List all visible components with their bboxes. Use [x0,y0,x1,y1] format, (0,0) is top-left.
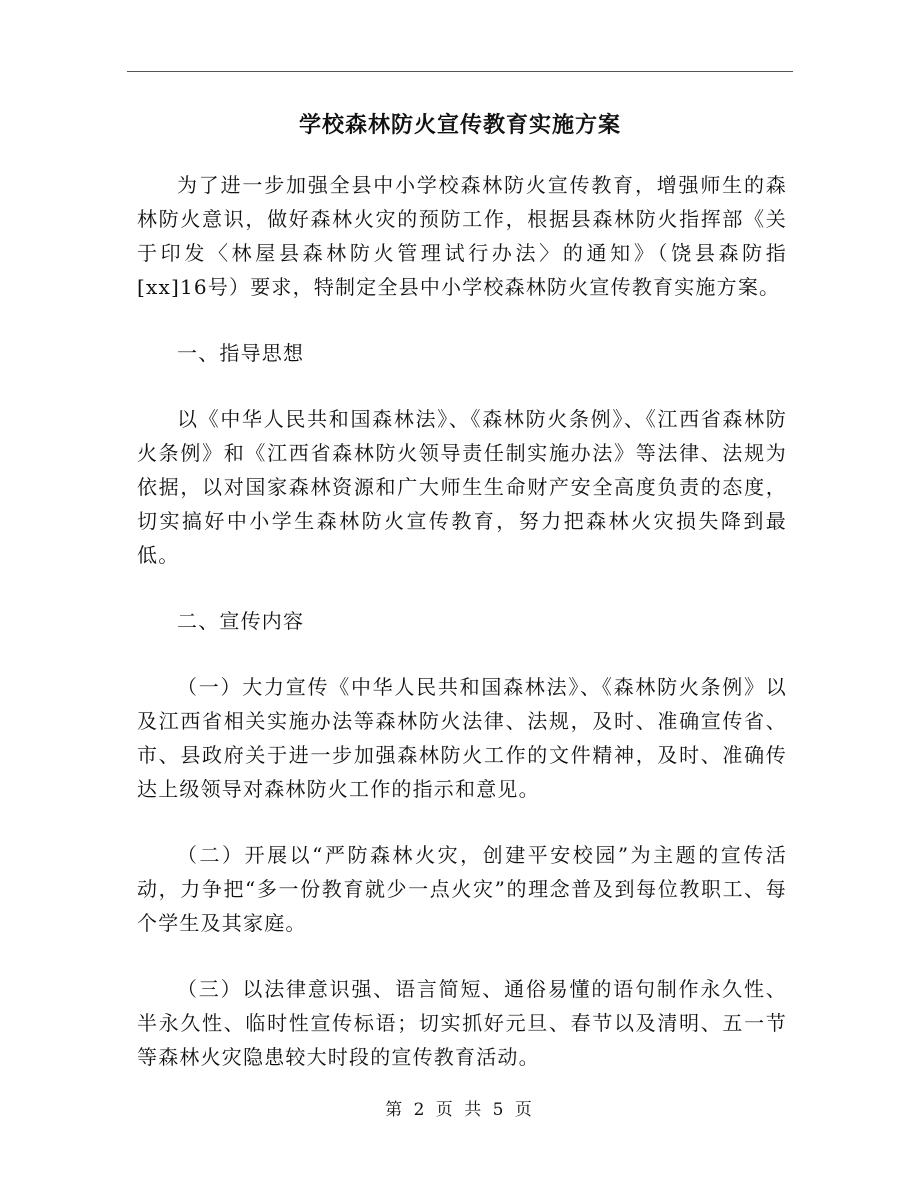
paragraph-gap [137,638,787,670]
paragraph-gap [137,940,787,972]
paragraph-item-2: （二）开展以“严防森林火灾，创建平安校园”为主题的宣传活动，力争把“多一份教育就少一点火灾”的理念普及到每位教职工、每个学生及其家庭。 [137,843,787,935]
page-number: 第 2 页 共 5 页 [385,1100,535,1120]
section-heading-publicity-content: 二、宣传内容 [177,609,305,633]
section-heading-guiding-thought: 一、指导思想 [177,341,305,365]
header-rule [127,71,793,72]
paragraph-intro: 为了进一步加强全县中小学校森林防火宣传教育，增强师生的森林防火意识，做好森林火灾的预防工作，根据县森林防火指挥部《关于印发〈林屋县森林防火管理试行办法〉的通知》（饶县森防指[xx]16号）要求，特制定全县中小学校森林防火宣传教育实施方案。 [137,173,787,299]
paragraph-gap [137,806,787,838]
paragraph-gap [137,370,787,402]
paragraph-guiding: 以《中华人民共和国森林法》、《森林防火条例》、《江西省森林防火条例》和《江西省森林防火领导责任制实施办法》等法律、法规为依据，以对国家森林资源和广大师生生命财产安全高度负责的态度，切实搞好中小学生森林防火宣传教育，努力把森林火灾损失降到最低。 [137,407,787,567]
paragraph-gap [137,572,787,604]
paragraph-gap [137,304,787,336]
document-body [137,168,787,1074]
paragraph-item-1: （一）大力宣传《中华人民共和国森林法》、《森林防火条例》以及江西省相关实施办法等森林防火法律、法规，及时、准确宣传省、市、县政府关于进一步加强森林防火工作的文件精神，及时、准确传达上级领导对森林防火工作的指示和意见。 [137,675,787,801]
paragraph-item-3: （三）以法律意识强、语言简短、通俗易懂的语句制作永久性、半永久性、临时性宣传标语；切实抓好元旦、春节以及清明、五一节等森林火灾隐患较大时段的宣传教育活动。 [137,977,787,1069]
document-title: 学校森林防火宣传教育实施方案 [298,113,621,138]
